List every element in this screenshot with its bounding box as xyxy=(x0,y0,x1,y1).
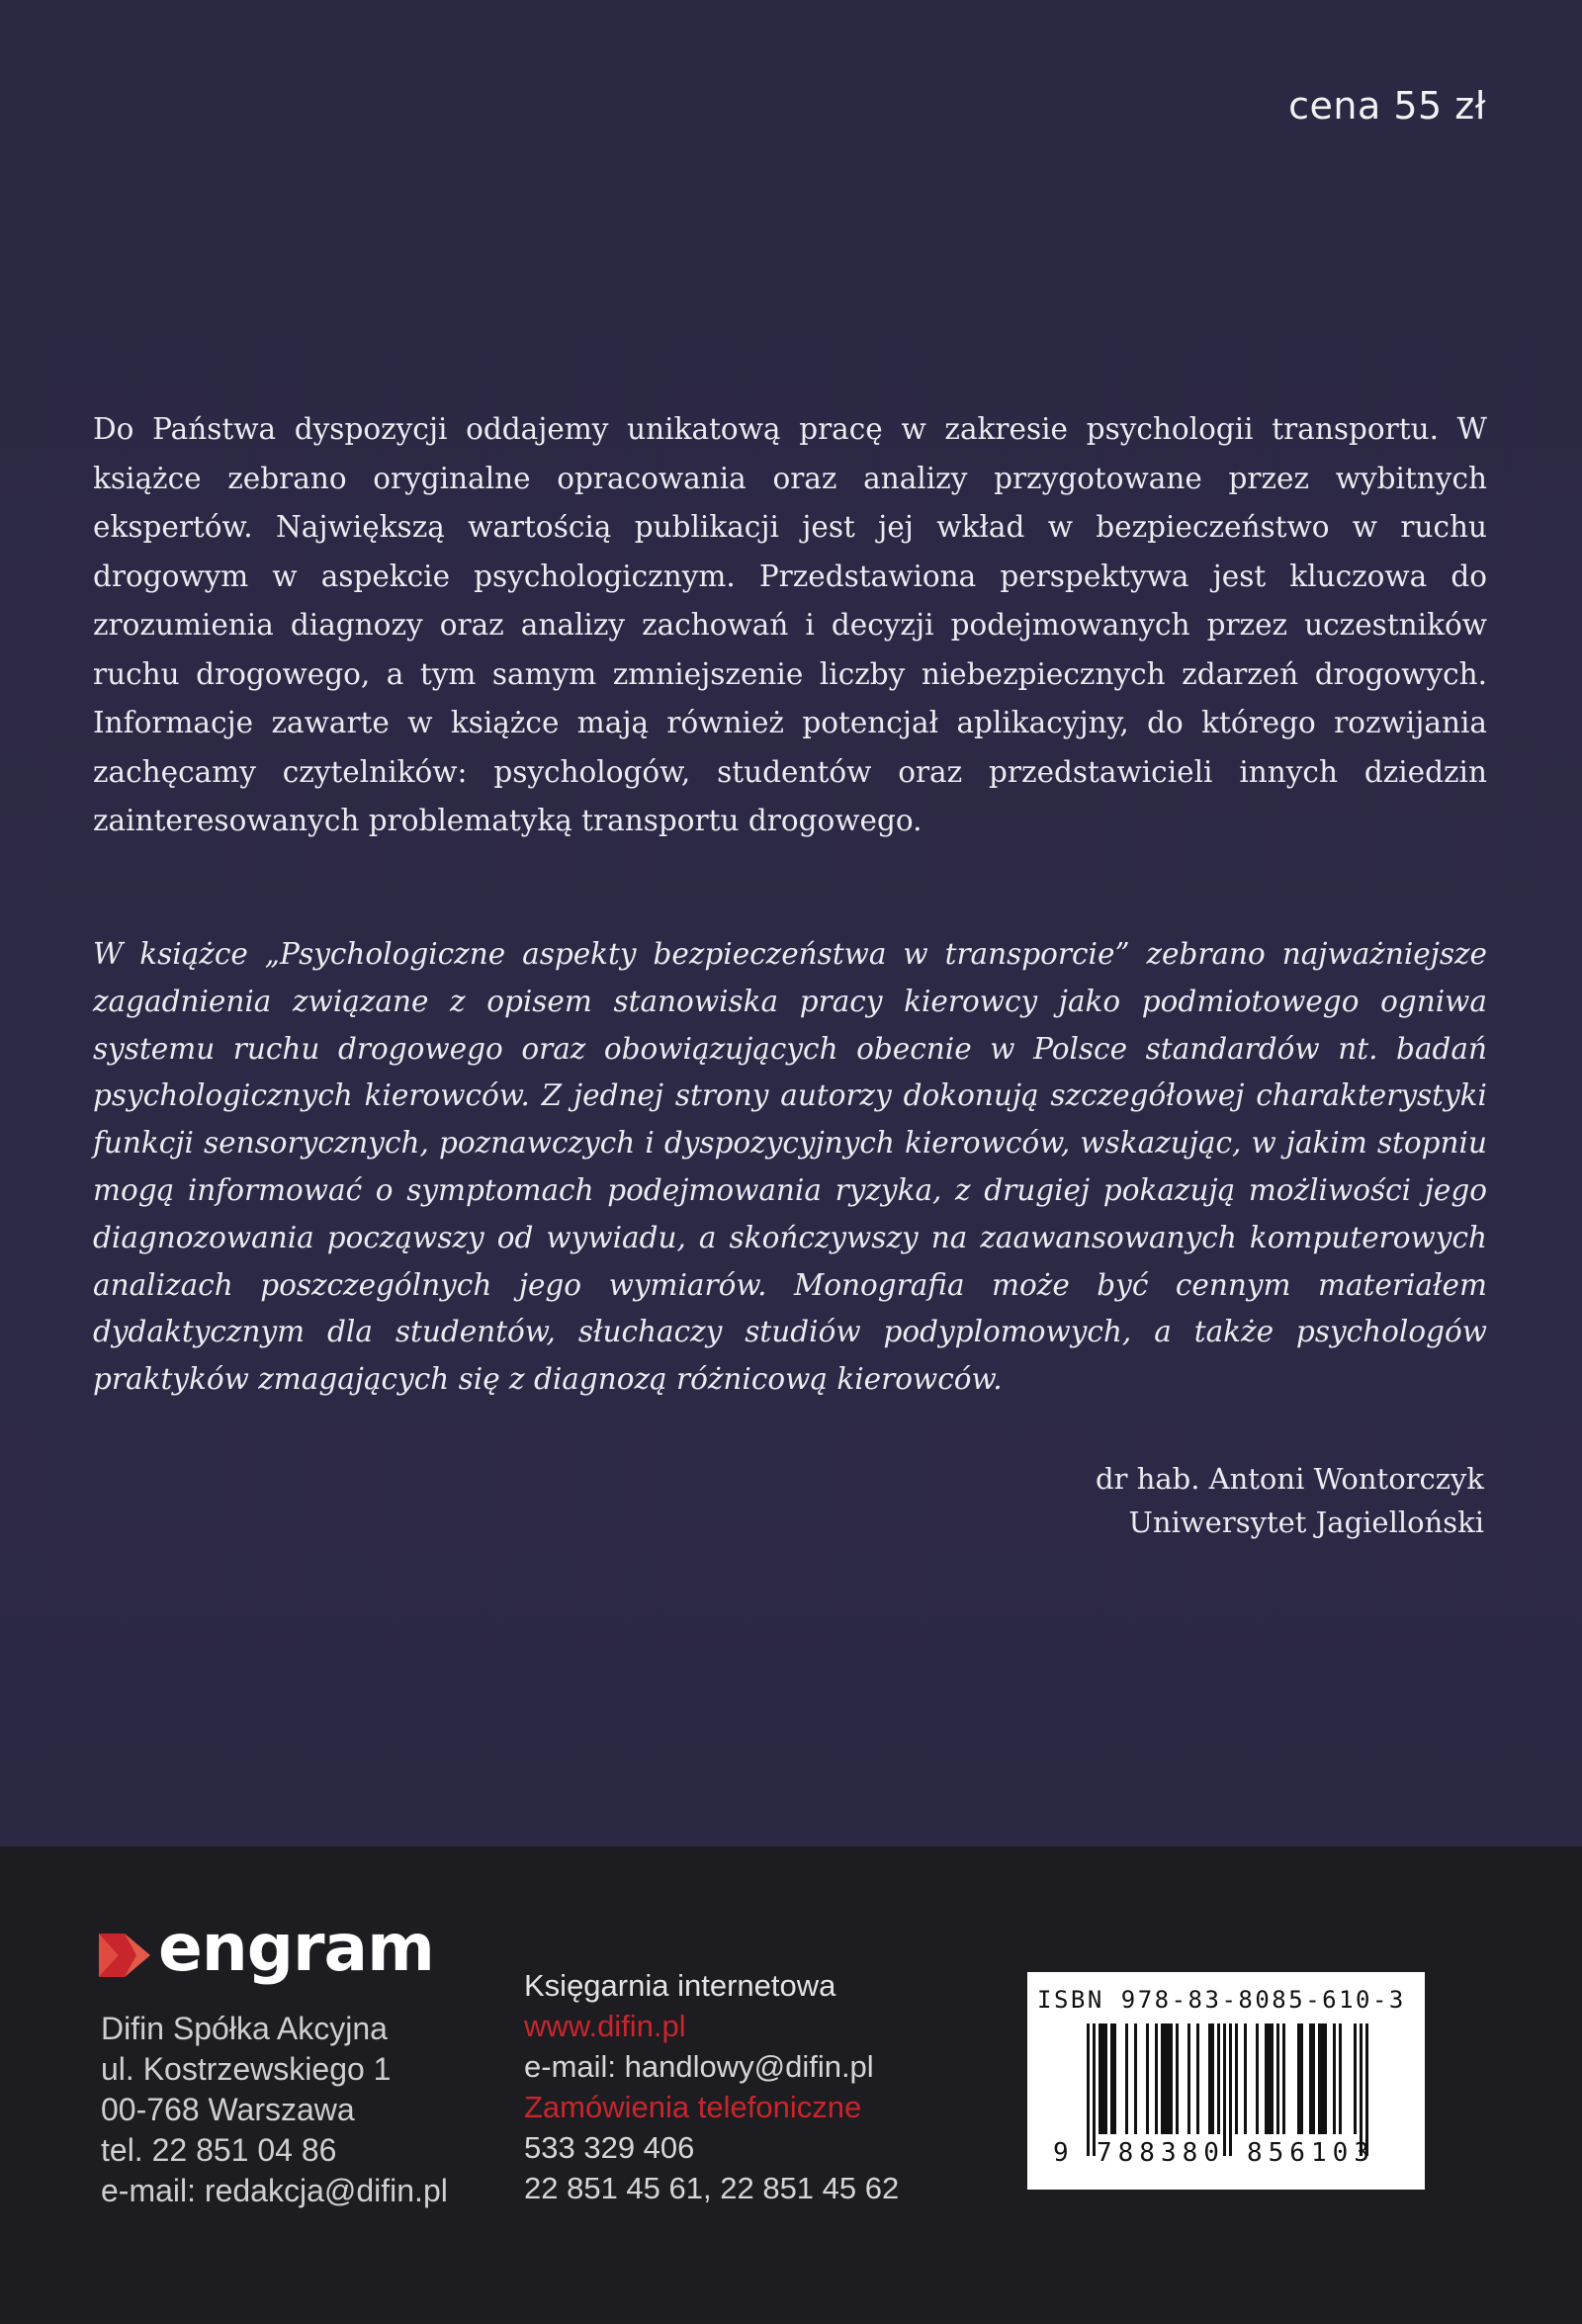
engram-logo-icon xyxy=(99,1930,150,1981)
logo-wordmark: engram xyxy=(158,1910,434,1986)
shop-phone-1: 533 329 406 xyxy=(524,2130,695,2165)
ean-first-digit: 9 xyxy=(1053,2138,1075,2168)
shop-heading: Księgarnia internetowa xyxy=(524,1968,836,2003)
isbn-barcode xyxy=(1027,1972,1425,2190)
isbn-label: ISBN 978-83-8085-610-3 xyxy=(1037,1986,1406,2014)
barcode-bar xyxy=(1217,2023,1220,2134)
barcode-bar xyxy=(1134,2023,1137,2134)
barcode-bar xyxy=(1339,2023,1342,2134)
publisher-city: 00-768 Warszawa xyxy=(101,2092,355,2127)
publisher-address xyxy=(101,2009,448,2211)
publisher-name: Difin Spółka Akcyjna xyxy=(101,2011,388,2046)
ean-left-group: 788380 xyxy=(1097,2138,1225,2168)
barcode-bar xyxy=(1110,2023,1116,2134)
price-label: cena 55 zł xyxy=(1288,84,1486,128)
barcode-bar xyxy=(1223,2023,1226,2156)
publisher-logo xyxy=(99,1910,434,1986)
barcode-bar xyxy=(1244,2023,1247,2134)
shop-website-link[interactable]: www.difin.pl xyxy=(524,2009,686,2043)
barcode-bar xyxy=(1297,2023,1303,2134)
barcode-bar xyxy=(1155,2023,1158,2134)
barcode-bar xyxy=(1099,2023,1107,2134)
barcode-bar xyxy=(1093,2023,1096,2156)
online-shop-info xyxy=(524,1965,899,2208)
barcode-bar xyxy=(1125,2023,1128,2134)
barcode-bar xyxy=(1187,2023,1190,2134)
barcode-bar xyxy=(1318,2023,1327,2134)
barcode-bar xyxy=(1276,2023,1279,2134)
barcode-bar xyxy=(1265,2023,1274,2134)
ean-right-group: 856103 xyxy=(1247,2138,1375,2168)
book-description: Do Państwa dyspozycji oddajemy unikatową pracę w zakresie psychologii transportu. W książce zebrano oryginalne opracowania oraz analizy przygotowane przez wybitnych ekspertów. Największą wartością publikacji jest jej wkład w bezpieczeństwo w ruchu drogowym w aspekcie psychologicznym. Przedstawiona perspektywa jest kluczowa do zrozumienia diagnozy oraz analizy zachowań i decyzji podejmowanych przez uczestników ruchu drogowego, a tym samym zmniejszenie liczby niebezpiecznych zdarzeń drogowych. Informacje zawarte w książce mają również potencjał aplikacyjny, do którego rozwijania zachęcamy czytelników: psychologów, studentów oraz przedstawicieli innych dziedzin zainteresowanych problematyką transportu drogowego. xyxy=(93,412,1487,837)
reviewer-affiliation: Uniwersytet Jagielloński xyxy=(1128,1506,1484,1539)
reviewer-name: dr hab. Antoni Wontorczyk xyxy=(1096,1462,1484,1496)
publisher-phone: tel. 22 851 04 86 xyxy=(101,2132,337,2168)
barcode-bar xyxy=(1309,2023,1315,2134)
barcode-bar xyxy=(1256,2023,1259,2134)
barcode-bar xyxy=(1146,2023,1149,2134)
barcode-bar xyxy=(1282,2023,1285,2134)
shop-email: e-mail: handlowy@difin.pl xyxy=(524,2049,874,2084)
phone-orders-heading: Zamówienia telefoniczne xyxy=(524,2090,862,2124)
review-signature xyxy=(1096,1457,1484,1544)
review-quote: W książce „Psychologiczne aspekty bezpieczeństwa w transporcie” zebrano najważniejsze zagadnienia związane z opisem stanowiska pracy kierowcy jako podmiotowego ogniwa systemu ruchu drogowego oraz obowiązujących obecnie w Polsce standardów nt. badań psychologicznych kierowców. Z jednej strony autorzy dokonują szczegółowej charakterystyki funkcji sensorycznych, poznawczych i dyspozycyjnych kierowców, wskazując, w jakim stopniu mogą informować o symptomach podejmowania ryzyka, z drugiej pokazują możliwości jego diagnozowania począwszy od wywiadu, a skończywszy na zaawansowanych komputerowych analizach poszczególnych jego wymiarów. Monografia może być cennym materiałem dydaktycznym dla studentów, słuchaczy studiów podyplomowych, a także psychologów praktyków zmagających się z diagnozą różnicową kierowców. xyxy=(93,937,1487,1397)
publisher-street: ul. Kostrzewskiego 1 xyxy=(101,2051,392,2087)
barcode-bar xyxy=(1235,2023,1238,2134)
barcode-bar xyxy=(1354,2023,1357,2134)
barcode-bar xyxy=(1161,2023,1173,2134)
barcode-bar xyxy=(1229,2023,1232,2156)
barcode-bar xyxy=(1365,2023,1368,2156)
barcode-bar xyxy=(1176,2023,1179,2134)
barcode-bar xyxy=(1087,2023,1090,2156)
shop-phone-2: 22 851 45 61, 22 851 45 62 xyxy=(524,2171,900,2205)
publisher-email: e-mail: redakcja@difin.pl xyxy=(101,2173,448,2208)
barcode-bar xyxy=(1196,2023,1199,2134)
barcode-bar xyxy=(1333,2023,1336,2134)
barcode-bar xyxy=(1208,2023,1214,2134)
barcode-bar xyxy=(1360,2023,1362,2156)
